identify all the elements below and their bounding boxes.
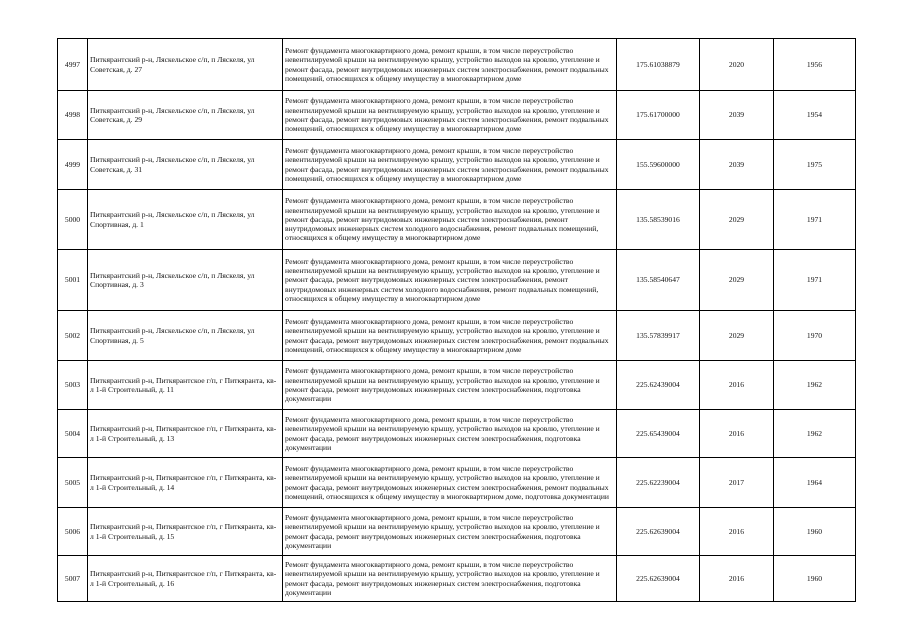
table-row <box>58 410 856 458</box>
row-number: 5002 <box>58 311 88 361</box>
address-cell: Питкярантский р-н, Ляскельское с/п, п Ляскеля, ул Спортивная, д. 1 <box>88 190 283 250</box>
row-number: 5001 <box>58 250 88 311</box>
area-cell: 225.62639004 <box>617 556 700 602</box>
built-year-cell: 1971 <box>774 190 856 250</box>
built-year-cell: 1956 <box>774 39 856 91</box>
planned-year-cell: 2029 <box>700 311 774 361</box>
address-cell: Питкярантский р-н, Питкярантское г/п, г Питкяранта, кв-л 1-й Строительный, д. 13 <box>88 410 283 458</box>
table-row <box>58 556 856 602</box>
address-cell: Питкярантский р-н, Питкярантское г/п, г Питкяранта, кв-л 1-й Строительный, д. 15 <box>88 508 283 556</box>
area-cell: 175.61700000 <box>617 91 700 140</box>
row-number: 4997 <box>58 39 88 91</box>
planned-year-cell: 2039 <box>700 91 774 140</box>
works-cell: Ремонт фундамента многоквартирного дома, ремонт крыши, в том числе переустройство невентилируемой крыши на вентилируемую крышу, устройство выходов на кровлю, утепление и ремонт фасада, ремонт внутридомовых инженерных систем электроснабжения, подготовка документации <box>283 508 617 556</box>
works-cell: Ремонт фундамента многоквартирного дома, ремонт крыши, в том числе переустройство невентилируемой крыши на вентилируемую крышу, устройство выходов на кровлю, утепление и ремонт фасада, ремонт внутридомовых инженерных систем электроснабжения, ремонт внутридомовых инженерных систем холодного водоснабжения, ремонт подвальных помещений, относящихся к общему имуществу в многоквартирном доме <box>283 250 617 311</box>
table-row <box>58 311 856 361</box>
area-cell: 175.61038879 <box>617 39 700 91</box>
built-year-cell: 1962 <box>774 410 856 458</box>
built-year-cell: 1971 <box>774 250 856 311</box>
planned-year-cell: 2039 <box>700 140 774 190</box>
row-number: 4998 <box>58 91 88 140</box>
planned-year-cell: 2016 <box>700 508 774 556</box>
address-cell: Питкярантский р-н, Ляскельское с/п, п Ляскеля, ул Советская, д. 31 <box>88 140 283 190</box>
works-cell: Ремонт фундамента многоквартирного дома, ремонт крыши, в том числе переустройство невентилируемой крыши на вентилируемую крышу, устройство выходов на кровлю, утепление и ремонт фасада, ремонт внутридомовых инженерных систем электроснабжения, подготовка документации <box>283 361 617 410</box>
works-cell: Ремонт фундамента многоквартирного дома, ремонт крыши, в том числе переустройство невентилируемой крыши на вентилируемую крышу, устройство выходов на кровлю, утепление и ремонт фасада, ремонт внутридомовых инженерных систем электроснабжения, ремонт подвальных помещений, относящихся к общему имуществу в многоквартирном доме <box>283 91 617 140</box>
built-year-cell: 1970 <box>774 311 856 361</box>
table-row <box>58 508 856 556</box>
row-number: 5006 <box>58 508 88 556</box>
address-cell: Питкярантский р-н, Ляскельское с/п, п Ляскеля, ул Спортивная, д. 3 <box>88 250 283 311</box>
area-cell: 155.59600000 <box>617 140 700 190</box>
built-year-cell: 1962 <box>774 361 856 410</box>
address-cell: Питкярантский р-н, Ляскельское с/п, п Ляскеля, ул Советская, д. 27 <box>88 39 283 91</box>
area-cell: 225.62239004 <box>617 458 700 508</box>
works-cell: Ремонт фундамента многоквартирного дома, ремонт крыши, в том числе переустройство невентилируемой крыши на вентилируемую крышу, устройство выходов на кровлю, утепление и ремонт фасада, ремонт внутридомовых инженерных систем электроснабжения, ремонт внутридомовых инженерных систем холодного водоснабжения, ремонт подвальных помещений, относящихся к общему имуществу в многоквартирном доме <box>283 190 617 250</box>
table-row <box>58 39 856 91</box>
row-number: 5005 <box>58 458 88 508</box>
planned-year-cell: 2017 <box>700 458 774 508</box>
works-cell: Ремонт фундамента многоквартирного дома, ремонт крыши, в том числе переустройство невентилируемой крыши на вентилируемую крышу, устройство выходов на кровлю, утепление и ремонт фасада, ремонт внутридомовых инженерных систем электроснабжения, подготовка документации <box>283 410 617 458</box>
repair-program-table <box>57 38 856 602</box>
table-row <box>58 361 856 410</box>
row-number: 5007 <box>58 556 88 602</box>
row-number: 4999 <box>58 140 88 190</box>
planned-year-cell: 2020 <box>700 39 774 91</box>
area-cell: 225.65439004 <box>617 410 700 458</box>
area-cell: 135.57839917 <box>617 311 700 361</box>
table-row <box>58 91 856 140</box>
address-cell: Питкярантский р-н, Питкярантское г/п, г Питкяранта, кв-л 1-й Строительный, д. 11 <box>88 361 283 410</box>
row-number: 5000 <box>58 190 88 250</box>
row-number: 5003 <box>58 361 88 410</box>
address-cell: Питкярантский р-н, Ляскельское с/п, п Ляскеля, ул Спортивная, д. 5 <box>88 311 283 361</box>
built-year-cell: 1975 <box>774 140 856 190</box>
table-row <box>58 458 856 508</box>
built-year-cell: 1960 <box>774 508 856 556</box>
area-cell: 225.62439004 <box>617 361 700 410</box>
built-year-cell: 1954 <box>774 91 856 140</box>
works-cell: Ремонт фундамента многоквартирного дома, ремонт крыши, в том числе переустройство невентилируемой крыши на вентилируемую крышу, устройство выходов на кровлю, утепление и ремонт фасада, ремонт внутридомовых инженерных систем электроснабжения, ремонт подвальных помещений, относящихся к общему имуществу в многоквартирном доме <box>283 311 617 361</box>
planned-year-cell: 2016 <box>700 556 774 602</box>
address-cell: Питкярантский р-н, Питкярантское г/п, г Питкяранта, кв-л 1-й Строительный, д. 14 <box>88 458 283 508</box>
works-cell: Ремонт фундамента многоквартирного дома, ремонт крыши, в том числе переустройство невентилируемой крыши на вентилируемую крышу, устройство выходов на кровлю, утепление и ремонт фасада, ремонт внутридомовых инженерных систем электроснабжения, ремонт подвальных помещений, относящихся к общему имуществу в многоквартирном доме <box>283 39 617 91</box>
built-year-cell: 1964 <box>774 458 856 508</box>
row-number: 5004 <box>58 410 88 458</box>
table-row <box>58 140 856 190</box>
table-row <box>58 250 856 311</box>
planned-year-cell: 2016 <box>700 410 774 458</box>
area-cell: 135.58540647 <box>617 250 700 311</box>
address-cell: Питкярантский р-н, Ляскельское с/п, п Ляскеля, ул Советская, д. 29 <box>88 91 283 140</box>
works-cell: Ремонт фундамента многоквартирного дома, ремонт крыши, в том числе переустройство невентилируемой крыши на вентилируемую крышу, устройство выходов на кровлю, утепление и ремонт фасада, ремонт внутридомовых инженерных систем электроснабжения, ремонт подвальных помещений, относящихся к общему имуществу в многоквартирном доме <box>283 140 617 190</box>
area-cell: 225.62639004 <box>617 508 700 556</box>
address-cell: Питкярантский р-н, Питкярантское г/п, г Питкяранта, кв-л 1-й Строительный, д. 16 <box>88 556 283 602</box>
planned-year-cell: 2029 <box>700 190 774 250</box>
area-cell: 135.58539016 <box>617 190 700 250</box>
built-year-cell: 1960 <box>774 556 856 602</box>
works-cell: Ремонт фундамента многоквартирного дома, ремонт крыши, в том числе переустройство невентилируемой крыши на вентилируемую крышу, устройство выходов на кровлю, утепление и ремонт фасада, ремонт внутридомовых инженерных систем электроснабжения, ремонт подвальных помещений, относящихся к общему имуществу в многоквартирном доме, подготовка документации <box>283 458 617 508</box>
planned-year-cell: 2029 <box>700 250 774 311</box>
planned-year-cell: 2016 <box>700 361 774 410</box>
table-row <box>58 190 856 250</box>
works-cell: Ремонт фундамента многоквартирного дома, ремонт крыши, в том числе переустройство невентилируемой крыши на вентилируемую крышу, устройство выходов на кровлю, утепление и ремонт фасада, ремонт внутридомовых инженерных систем электроснабжения, подготовка документации <box>283 556 617 602</box>
